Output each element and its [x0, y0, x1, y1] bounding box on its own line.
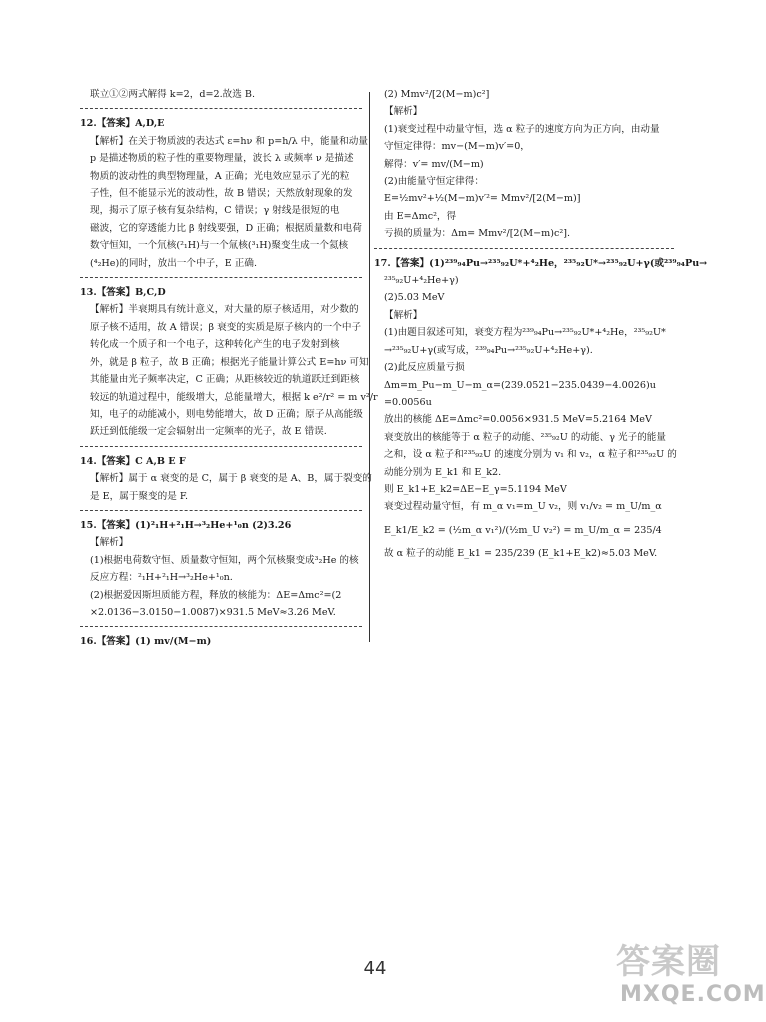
- text-line: (2)5.03 MeV: [384, 292, 445, 304]
- text-line: 动能分别为 E_k1 和 E_k2.: [384, 466, 502, 478]
- page-number: 44: [363, 958, 387, 979]
- text-line: (1)由题目叙述可知，衰变方程为²³⁹₉₄Pu→²³⁵₉₂U*+⁴₂He，²³⁵₉₂U*: [384, 327, 666, 339]
- answer-heading: 15.【答案】(1)²₁H+²₁H→³₂He+¹₀n (2)3.26: [80, 519, 292, 531]
- text-line: 原子核不适用，故 A 错误；β 衰变的实质是原子核内的一个中子: [90, 321, 362, 333]
- text-line: 子性，但不能显示光的波动性，故 B 错误；天然放射现象的发: [90, 188, 353, 200]
- text-line: 【解析】: [384, 106, 423, 118]
- text-line: 外，就是 β 粒子，故 B 正确；根据光子能量计算公式 E=hν 可知: [90, 356, 369, 368]
- section-divider: [80, 108, 362, 109]
- text-line: ²³⁵₉₂U+⁴₂He+γ): [384, 275, 459, 287]
- text-line: 由 E=Δmc²，得: [384, 210, 457, 222]
- section-divider: [80, 277, 362, 278]
- text-line: E_k1/E_k2 = (½m_α v₁²)/(½m_U v₂²) = m_U/m_α = 235/4: [384, 524, 662, 536]
- text-line: (2) Mmv²/[2(M−m)c²]: [384, 89, 490, 100]
- text-line: 转化成一个质子和一个电子，这种转化产生的电子发射到核: [90, 339, 340, 351]
- text-line: =0.0056u: [384, 396, 432, 408]
- text-line: 衰变放出的核能等于 α 粒子的动能、²³⁵₉₂U 的动能、γ 光子的能量: [384, 431, 666, 443]
- right-column: [374, 86, 708, 563]
- text-line: 则 E_k1+E_k2=ΔE−E_γ=5.1194 MeV: [384, 483, 567, 495]
- text-line: 衰变过程动量守恒，有 m_α v₁=m_U v₂，则 v₁/v₂ = m_U/m_α: [384, 501, 662, 513]
- text-line: p 是描述物质的粒子性的重要物理量，波长 λ 或频率 ν 是描述: [90, 153, 354, 165]
- text-line: (2)此反应质量亏损: [384, 362, 465, 374]
- text-line: 故 α 粒子的动能 E_k1 = 235/239 (E_k1+E_k2)≈5.03 MeV.: [384, 548, 658, 560]
- text-line: →²³⁵₉₂U+γ(或写成，²³⁹₉₄Pu→²³⁵₉₂U+⁴₂He+γ).: [384, 344, 593, 356]
- watermark-text: 答案圈: [616, 942, 721, 982]
- text-line: (⁴₂He)的同时，放出一个中子，E 正确.: [90, 257, 258, 269]
- text-line: (1)根据电荷数守恒、质量数守恒知，两个氘核聚变成³₂He 的核: [90, 554, 359, 566]
- text-line: (2)由能量守恒定律得：: [384, 176, 484, 188]
- text-line: 其能量由光子频率决定，C 正确；从距核较近的轨道跃迁到距核: [90, 374, 360, 386]
- answer-heading: 17.【答案】(1)²³⁹₉₄Pu→²³⁵₉₂U*+⁴₂He，²³⁵₉₂U*→²³⁵₉₂U+γ(或²³⁹₉₄Pu→: [374, 257, 708, 269]
- text-line: 【解析】: [384, 309, 423, 321]
- text-line: 解得：v′= mv/(M−m): [384, 158, 484, 170]
- text-line: 【解析】在关于物质波的表达式 ε=hν 和 p=h/λ 中，能量和动量: [90, 135, 368, 147]
- text-line: 跃迁到低能级一定会辐射出一定频率的光子，故 E 错误.: [90, 426, 327, 438]
- text-line: 联立①②两式解得 k=2，d=2.故选 B.: [90, 89, 256, 100]
- section-divider: [80, 446, 362, 447]
- text-line: 较远的轨道过程中，能级增大，总能量增大，根据 k e²/r² = m v²/r: [90, 391, 378, 403]
- watermark-logo: [612, 934, 766, 1018]
- left-column: [80, 86, 378, 651]
- text-line: 守恒定律得：mv−(M−m)v′=0，: [384, 141, 530, 153]
- answer-heading: 12.【答案】A,D,E: [80, 118, 165, 130]
- text-line: 亏损的质量为：Δm= Mmv²/[2(M−m)c²].: [384, 228, 570, 240]
- text-line: 磁波，它的穿透能力比 β 射线要强，D 正确；根据质量数和电荷: [90, 222, 362, 234]
- text-line: 知，电子的动能减小，则电势能增大，故 D 正确；原子从高能级: [90, 408, 363, 420]
- text-line: (2)根据爱因斯坦质能方程，释放的核能为：ΔE=Δmc²=(2: [90, 589, 342, 601]
- text-line: (1)衰变过程中动量守恒，选 α 粒子的速度方向为正方向，由动量: [384, 123, 660, 135]
- text-line: ×2.0136−3.0150−1.0087)×931.5 MeV≈3.26 MeV.: [90, 606, 336, 618]
- text-line: 现，揭示了原子核有复杂结构，C 错误；γ 射线是很短的电: [90, 205, 340, 217]
- section-divider: [374, 248, 674, 249]
- text-line: 【解析】: [90, 537, 129, 549]
- watermark-url: MXQE.COM: [620, 982, 766, 1007]
- text-line: Δm=m_Pu−m_U−m_α=(239.0521−235.0439−4.0026)u: [384, 379, 656, 391]
- column-divider: [369, 92, 370, 642]
- text-line: 【解析】属于 α 衰变的是 C，属于 β 衰变的是 A、B，属于裂变的: [90, 473, 372, 485]
- text-line: 是 E，属于聚变的是 F.: [90, 490, 189, 502]
- answer-heading: 16.【答案】(1) mv/(M−m): [80, 636, 212, 648]
- answer-heading: 14.【答案】C A,B E F: [80, 455, 186, 467]
- section-divider: [80, 510, 362, 511]
- text-line: 数守恒知，一个氘核(²₁H)与一个氚核(³₁H)聚变生成一个氦核: [90, 240, 349, 252]
- text-line: 反应方程：²₁H+²₁H→³₂He+¹₀n.: [90, 572, 233, 584]
- section-divider: [80, 626, 362, 627]
- text-line: 之和，设 α 粒子和²³⁵₉₂U 的速度分别为 v₁ 和 v₂，α 粒子和²³⁵₉₂U 的: [384, 449, 677, 461]
- text-line: E=½mv²+½(M−m)v′²= Mmv²/[2(M−m)]: [384, 193, 581, 205]
- answer-heading: 13.【答案】B,C,D: [80, 287, 166, 299]
- text-line: 物质的波动性的典型物理量，A 正确；光电效应显示了光的粒: [90, 170, 350, 182]
- text-line: 【解析】半衰期具有统计意义，对大量的原子核适用，对少数的: [90, 304, 359, 316]
- text-line: 放出的核能 ΔE=Δmc²=0.0056×931.5 MeV=5.2164 MeV: [384, 414, 652, 426]
